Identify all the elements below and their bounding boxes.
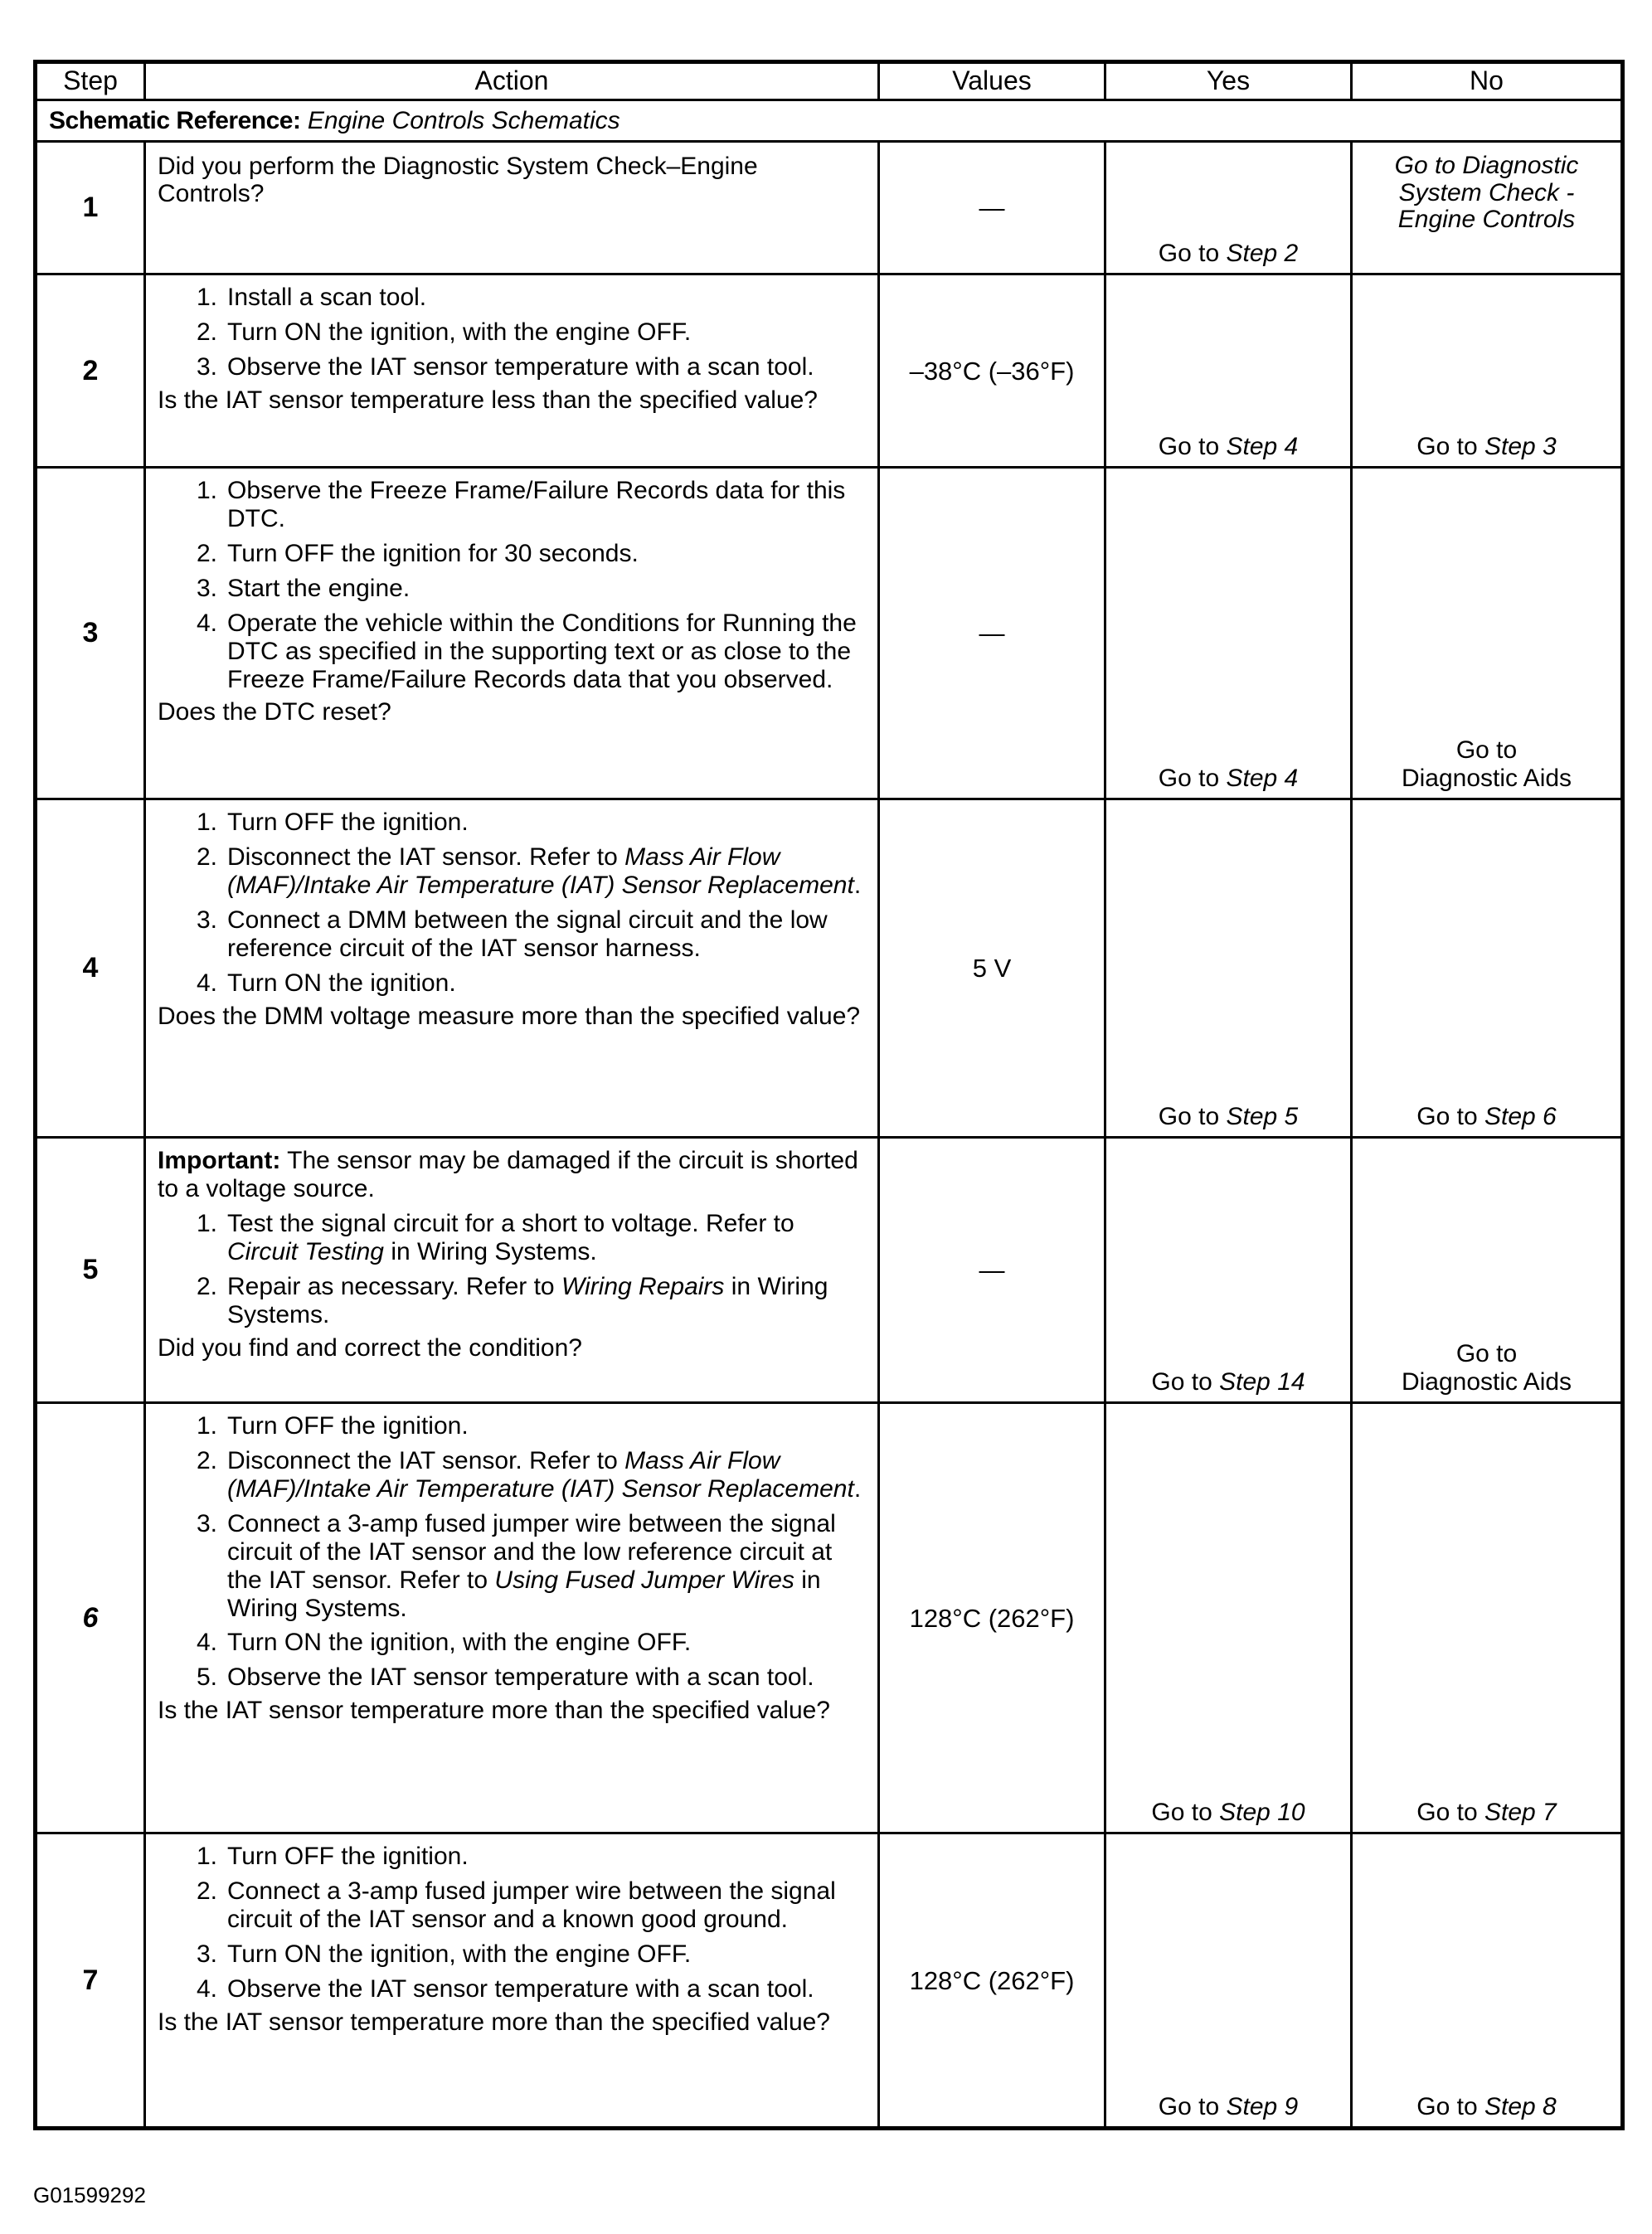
step-number: 2 [36, 274, 145, 468]
schematic-label: Schematic Reference: [49, 106, 301, 134]
action-item: 2. Disconnect the IAT sensor. Refer to Mass Air Flow (MAF)/Intake Air Temperature (IAT) Sensor Replacement. [196, 843, 862, 899]
no-cell [1352, 1833, 1623, 2129]
question-text: Did you find and correct the condition? [158, 1333, 582, 1362]
action-cell [145, 799, 879, 1138]
yes-goto[interactable]: Go to Step 9 [1158, 2093, 1299, 2121]
yes-goto[interactable]: Go to Step 4 [1158, 765, 1299, 793]
yes-goto[interactable] [1159, 240, 1298, 267]
action-item: 1. Turn OFF the ignition. [196, 1412, 469, 1440]
action-item: 1. Turn OFF the ignition. [196, 1843, 469, 1871]
diagnostic-page [33, 60, 1620, 2130]
yes-cell [1105, 799, 1352, 1138]
schematic-reference [36, 100, 1623, 142]
action-steps [158, 1210, 867, 1329]
step-number: 3 [36, 468, 145, 799]
yes-cell [1105, 142, 1352, 274]
no-goto[interactable]: Go to Step 8 [1416, 2093, 1557, 2121]
action-item: 4. Observe the IAT sensor temperature with a scan tool. [196, 1974, 814, 2003]
action-item: 2. Turn OFF the ignition for 30 seconds. [196, 539, 639, 567]
action-item: 2. Disconnect the IAT sensor. Refer to Mass Air Flow (MAF)/Intake Air Temperature (IAT) Sensor Replacement. [196, 1447, 862, 1503]
yes-cell [1105, 274, 1352, 468]
value-cell: — [879, 468, 1105, 799]
value-cell: 128°C (262°F) [879, 1403, 1105, 1833]
table-row [36, 274, 1623, 468]
schematic-link[interactable]: Engine Controls Schematics [307, 106, 620, 134]
question-text: Does the DTC reset? [158, 698, 391, 726]
action-steps [158, 1412, 867, 1692]
step-number: 6 [36, 1403, 145, 1833]
reference-link[interactable]: Mass Air Flow (MAF)/Intake Air Temperature (IAT) Sensor Replacement [227, 843, 854, 899]
action-item: 4. Turn ON the ignition, with the engine OFF. [196, 1629, 692, 1657]
yes-goto[interactable]: Go to Step 10 [1151, 1799, 1305, 1827]
value-cell: — [879, 142, 1105, 274]
yes-goto[interactable]: Go to Step 14 [1151, 1368, 1305, 1396]
question-text: Is the IAT sensor temperature less than the specified value? [158, 386, 818, 414]
reference-link[interactable]: Using Fused Jumper Wires [494, 1566, 794, 1594]
header-action: Action [145, 62, 879, 100]
value-cell: –38°C (–36°F) [879, 274, 1105, 468]
table-row [36, 1403, 1623, 1833]
action-item: 3. Connect a DMM between the signal circuit and the low reference circuit of the IAT sensor harness. [196, 906, 828, 962]
yes-cell [1105, 1833, 1352, 2129]
action-item: 3. Start the engine. [196, 574, 411, 602]
table-row [36, 799, 1623, 1138]
step-number: 1 [36, 142, 145, 274]
diagnostic-table [33, 60, 1625, 2130]
action-cell [145, 1138, 879, 1403]
question-text: Does the DMM voltage measure more than the specified value? [158, 1002, 861, 1030]
no-cell [1352, 1138, 1623, 1403]
action-item: 3. Turn ON the ignition, with the engine OFF. [196, 1940, 692, 1968]
table-row [36, 468, 1623, 799]
action-cell [145, 274, 879, 468]
question-text: Is the IAT sensor temperature more than the specified value? [158, 2008, 830, 2036]
no-cell [1352, 142, 1623, 274]
action-item: 1. Install a scan tool. [196, 284, 427, 312]
table-row [36, 1833, 1623, 2129]
schematic-reference-row [36, 100, 1623, 142]
header-yes: Yes [1105, 62, 1352, 100]
action-cell [145, 142, 879, 274]
step-number: 5 [36, 1138, 145, 1403]
action-item: 2. Repair as necessary. Refer to Wiring Repairs in Wiring Systems. [196, 1272, 828, 1328]
action-item: 5. Observe the IAT sensor temperature with a scan tool. [196, 1663, 814, 1692]
table-row [36, 1138, 1623, 1403]
question-text: Did you perform the Diagnostic System Check–Engine Controls? [158, 153, 758, 208]
reference-link[interactable]: Wiring Repairs [561, 1272, 725, 1300]
no-goto[interactable]: Go to Step 3 [1416, 433, 1557, 461]
action-item: 2. Turn ON the ignition, with the engine OFF. [196, 318, 692, 347]
no-cell [1352, 1403, 1623, 1833]
no-cell [1352, 274, 1623, 468]
step-number: 4 [36, 799, 145, 1138]
yes-cell [1105, 1403, 1352, 1833]
header-values: Values [879, 62, 1105, 100]
action-item: 1. Test the signal circuit for a short to voltage. Refer to Circuit Testing in Wiring Systems. [196, 1209, 794, 1265]
yes-step-ref: Step 2 [1226, 240, 1299, 268]
yes-prefix: Go to [1158, 240, 1220, 268]
no-goto[interactable]: Go to Step 6 [1416, 1103, 1557, 1131]
action-cell [145, 1833, 879, 2129]
reference-link[interactable]: Mass Air Flow (MAF)/Intake Air Temperature (IAT) Sensor Replacement [227, 1447, 854, 1503]
action-item: 1. Observe the Freeze Frame/Failure Records data for this DTC. [196, 477, 846, 533]
yes-goto[interactable]: Go to Step 5 [1158, 1103, 1299, 1131]
no-goto[interactable]: Go to Diagnostic Aids [1401, 736, 1572, 793]
figure-id: G01599292 [33, 2183, 146, 2207]
step-number: 7 [36, 1833, 145, 2129]
action-item: 4. Turn ON the ignition. [196, 969, 456, 997]
value-cell: — [879, 1138, 1105, 1403]
header-row [36, 62, 1623, 100]
action-steps [158, 284, 867, 381]
header-step: Step [36, 62, 145, 100]
action-item: 3. Connect a 3-amp fused jumper wire between the signal circuit of the IAT sensor and the low reference circuit at the IAT sensor. Refer to Using Fused Jumper Wires in Wiring Systems. [196, 1509, 836, 1622]
yes-cell [1105, 468, 1352, 799]
no-goto[interactable]: Go to Diagnostic Aids [1401, 1340, 1572, 1396]
table-row [36, 142, 1623, 274]
action-steps [158, 809, 867, 997]
header-no: No [1352, 62, 1623, 100]
value-cell: 5 V [879, 799, 1105, 1138]
important-note: Important: The sensor may be damaged if the circuit is shorted to a voltage source. [158, 1147, 858, 1203]
no-goto[interactable]: Go to Diagnostic System Check - Engine Controls [1394, 152, 1579, 233]
action-cell [145, 468, 879, 799]
yes-goto[interactable]: Go to Step 4 [1158, 433, 1299, 461]
action-steps [158, 477, 867, 693]
action-item: 2. Connect a 3-amp fused jumper wire between the signal circuit of the IAT sensor and a known good ground. [196, 1877, 836, 1933]
question-text: Is the IAT sensor temperature more than the specified value? [158, 1697, 830, 1725]
action-steps [158, 1843, 867, 2003]
action-cell [145, 1403, 879, 1833]
action-item: 4. Operate the vehicle within the Conditions for Running the DTC as specified in the supporting text or as close to the Freeze Frame/Failure Records data that you observed. [196, 609, 857, 693]
no-goto[interactable]: Go to Step 7 [1416, 1799, 1557, 1827]
no-cell [1352, 799, 1623, 1138]
no-cell [1352, 468, 1623, 799]
yes-cell [1105, 1138, 1352, 1403]
value-cell: 128°C (262°F) [879, 1833, 1105, 2129]
action-item: 3. Observe the IAT sensor temperature with a scan tool. [196, 352, 814, 381]
action-item: 1. Turn OFF the ignition. [196, 809, 469, 837]
reference-link[interactable]: Circuit Testing [227, 1237, 384, 1265]
